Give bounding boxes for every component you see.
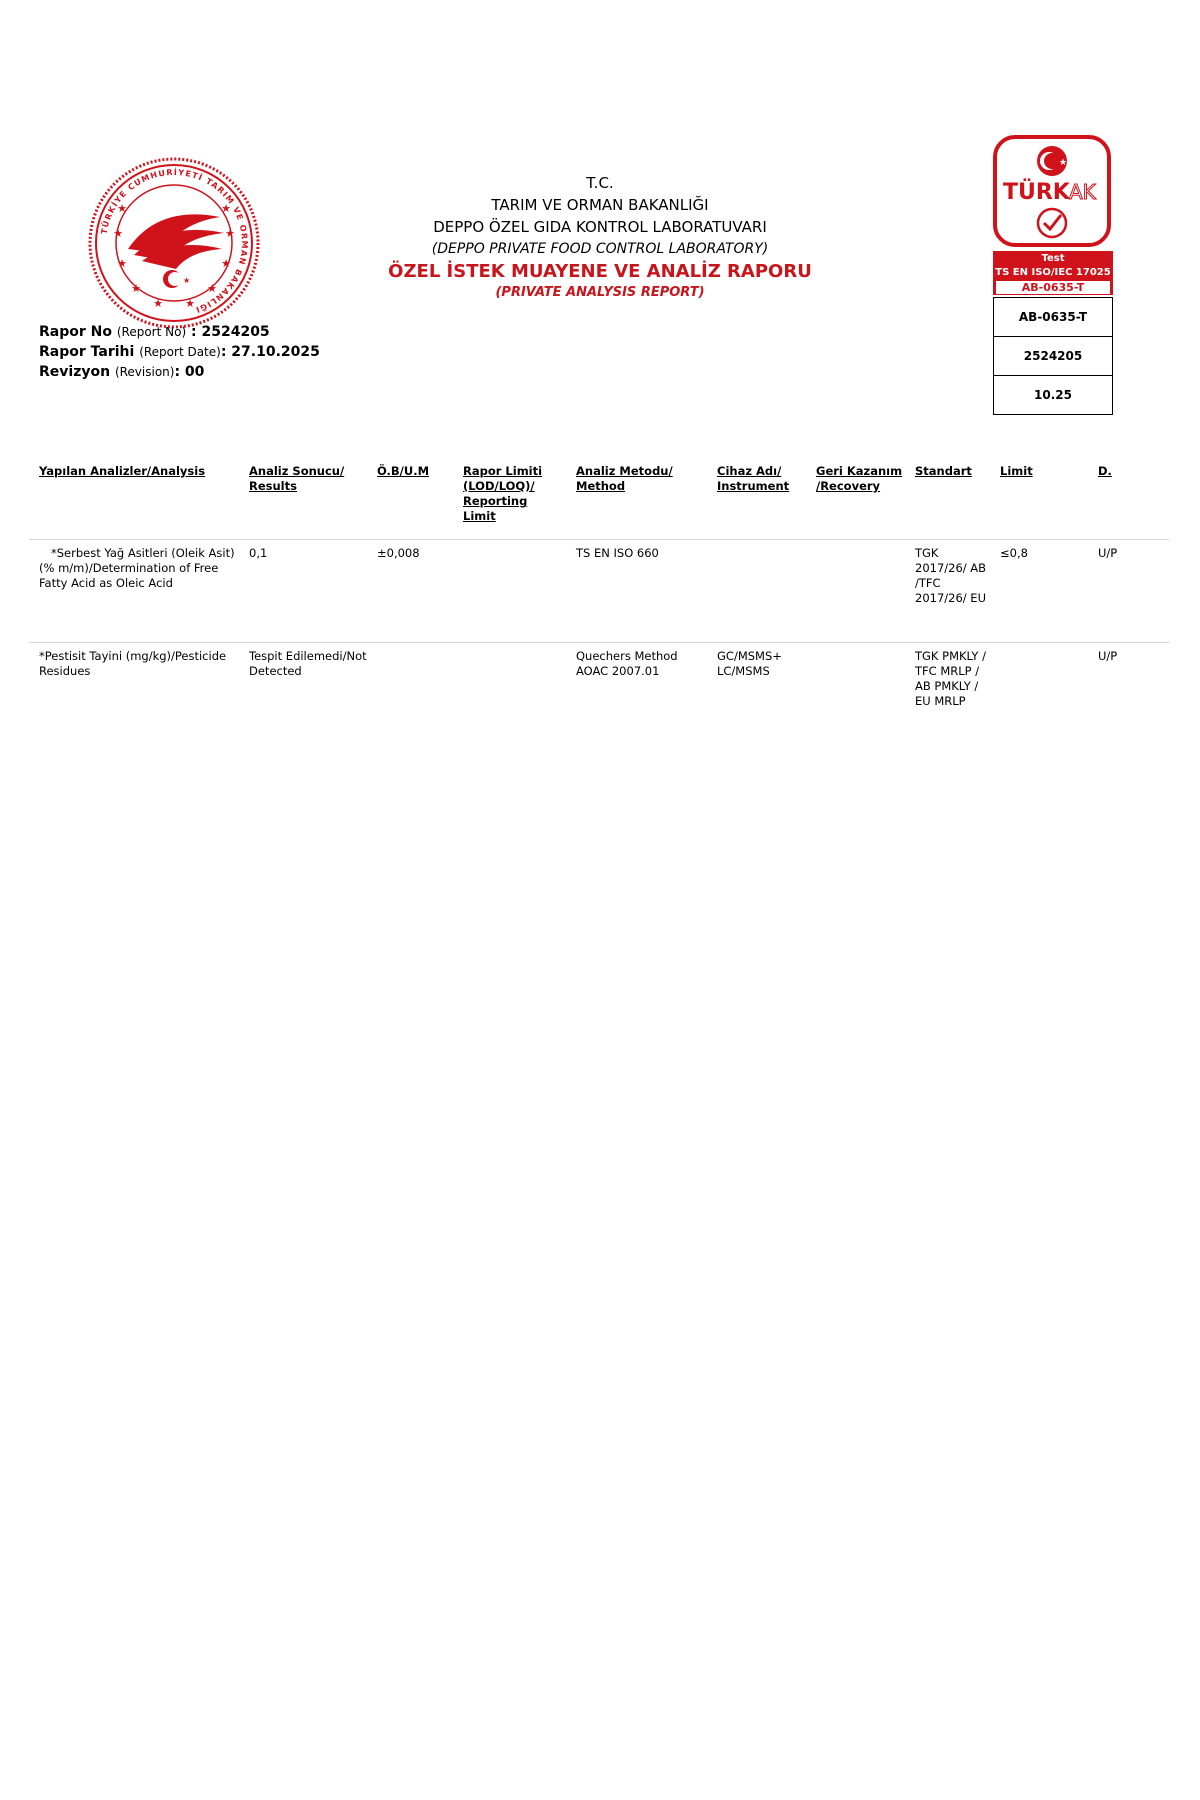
report-date-label-en: (Report Date): [139, 345, 221, 359]
turkak-band-standard: TS EN ISO/IEC 17025: [995, 267, 1111, 278]
col-header-recovery: Geri Kazanım /Recovery: [816, 464, 903, 493]
report-title: ÖZEL İSTEK MUAYENE VE ANALİZ RAPORU: [388, 261, 812, 282]
svg-text:★: ★: [221, 257, 231, 270]
period-box: 10.25: [1034, 388, 1072, 402]
header-ministry: TARIM VE ORMAN BAKANLIĞI: [491, 196, 709, 214]
results-table: [39, 464, 1169, 723]
document-header: [360, 172, 840, 302]
cell-decision: U/P: [1098, 649, 1118, 663]
cell-analysis: *Pestisit Tayini (mg/kg)/Pesticide Residues: [39, 649, 227, 678]
report-no-label: Rapor No: [39, 324, 112, 340]
cell-result: Tespit Edilemedi/Not Detected: [249, 649, 367, 678]
svg-text:★: ★: [117, 257, 127, 270]
cell-decision: U/P: [1098, 546, 1118, 560]
seal-ring-text: TÜRKİYE CUMHURİYETİ TARIM VE ORMAN BAKANLIĞI: [99, 167, 250, 315]
table-header-row: [39, 464, 1169, 540]
turkak-text-ak: AK: [1069, 180, 1096, 204]
col-header-limit: Limit: [1000, 464, 1033, 478]
cell-standard: TGK 2017/26/ AB /TFC 2017/26/ EU: [915, 546, 987, 605]
revision-label-en: (Revision): [114, 365, 175, 379]
cell-limit: ≤0,8: [1000, 546, 1028, 560]
accreditation-no-box: AB-0635-T: [994, 298, 1112, 337]
table-row: [39, 643, 1169, 723]
col-header-analysis: Yapılan Analizler/Analysis: [39, 464, 206, 478]
col-header-results: Analiz Sonucu/ Results: [249, 464, 345, 493]
report-no-row: [39, 322, 320, 342]
cell-instrument: GC/MSMS+ LC/MSMS: [717, 649, 782, 678]
report-date-row: [39, 342, 320, 362]
col-header-method: Analiz Metodu/ Method: [576, 464, 673, 493]
turkak-band: [993, 251, 1113, 295]
turkak-text-turk: TÜRK: [1003, 180, 1070, 205]
turkak-logo: [993, 135, 1111, 247]
revision-row: [39, 362, 320, 382]
col-header-uncertainty: Ö.B/U.M: [377, 464, 430, 478]
col-header-standard: Standart: [915, 464, 972, 478]
report-date-value: : 27.10.2025: [220, 344, 320, 360]
table-row: [39, 540, 1169, 643]
report-date-label: Rapor Tarihi: [39, 344, 135, 360]
svg-text:★: ★: [117, 202, 127, 215]
cell-uncertainty: ±0,008: [377, 546, 420, 560]
cell-standard: TGK PMKLY / TFC MRLP / AB PMKLY / EU MRLP: [915, 649, 986, 708]
ministry-seal-logo: [88, 157, 260, 329]
svg-text:★: ★: [183, 276, 191, 285]
cell-method: TS EN ISO 660: [576, 546, 659, 560]
report-meta: [39, 322, 320, 382]
header-line-tc: T.C.: [586, 174, 614, 192]
svg-text:★: ★: [1059, 158, 1068, 168]
report-subtitle: (PRIVATE ANALYSIS REPORT): [495, 285, 705, 300]
header-lab-name: DEPPO ÖZEL GIDA KONTROL LABORATUVARI: [433, 218, 767, 236]
turkak-band-code: AB-0635-T: [995, 280, 1111, 295]
turkak-band-test: Test: [1041, 253, 1065, 264]
cell-analysis-text: *Serbest Yağ Asitleri (Oleik Asit) (% m/m)/Determination of Free Fatty Acid as Oleic Acid: [39, 546, 235, 590]
revision-label: Revizyon: [39, 364, 111, 380]
cell-result: 0,1: [249, 546, 268, 560]
col-header-instrument: Cihaz Adı/ Instrument: [717, 464, 790, 493]
report-no-label-en: (Report No): [116, 325, 187, 339]
svg-text:★: ★: [207, 282, 217, 295]
turkak-accreditation: [993, 135, 1113, 415]
col-header-reporting-limit: Rapor Limiti (LOD/LOQ)/ Reporting Limit: [463, 464, 543, 523]
col-header-decision: D.: [1098, 464, 1112, 478]
report-no-value: : 2524205: [191, 324, 270, 340]
svg-text:★: ★: [131, 282, 141, 295]
svg-text:★: ★: [221, 202, 231, 215]
report-no-box: 2524205: [994, 337, 1112, 376]
revision-value: : 00: [174, 364, 205, 380]
turkak-info-boxes: [993, 297, 1113, 415]
cell-analysis: [39, 546, 239, 591]
svg-text:★: ★: [225, 227, 235, 240]
cell-method: Quechers Method AOAC 2007.01: [576, 649, 678, 678]
svg-text:★: ★: [153, 297, 163, 310]
svg-text:★: ★: [185, 297, 195, 310]
header-lab-name-en: (DEPPO PRIVATE FOOD CONTROL LABORATORY): [431, 241, 769, 257]
svg-text:★: ★: [113, 227, 123, 240]
